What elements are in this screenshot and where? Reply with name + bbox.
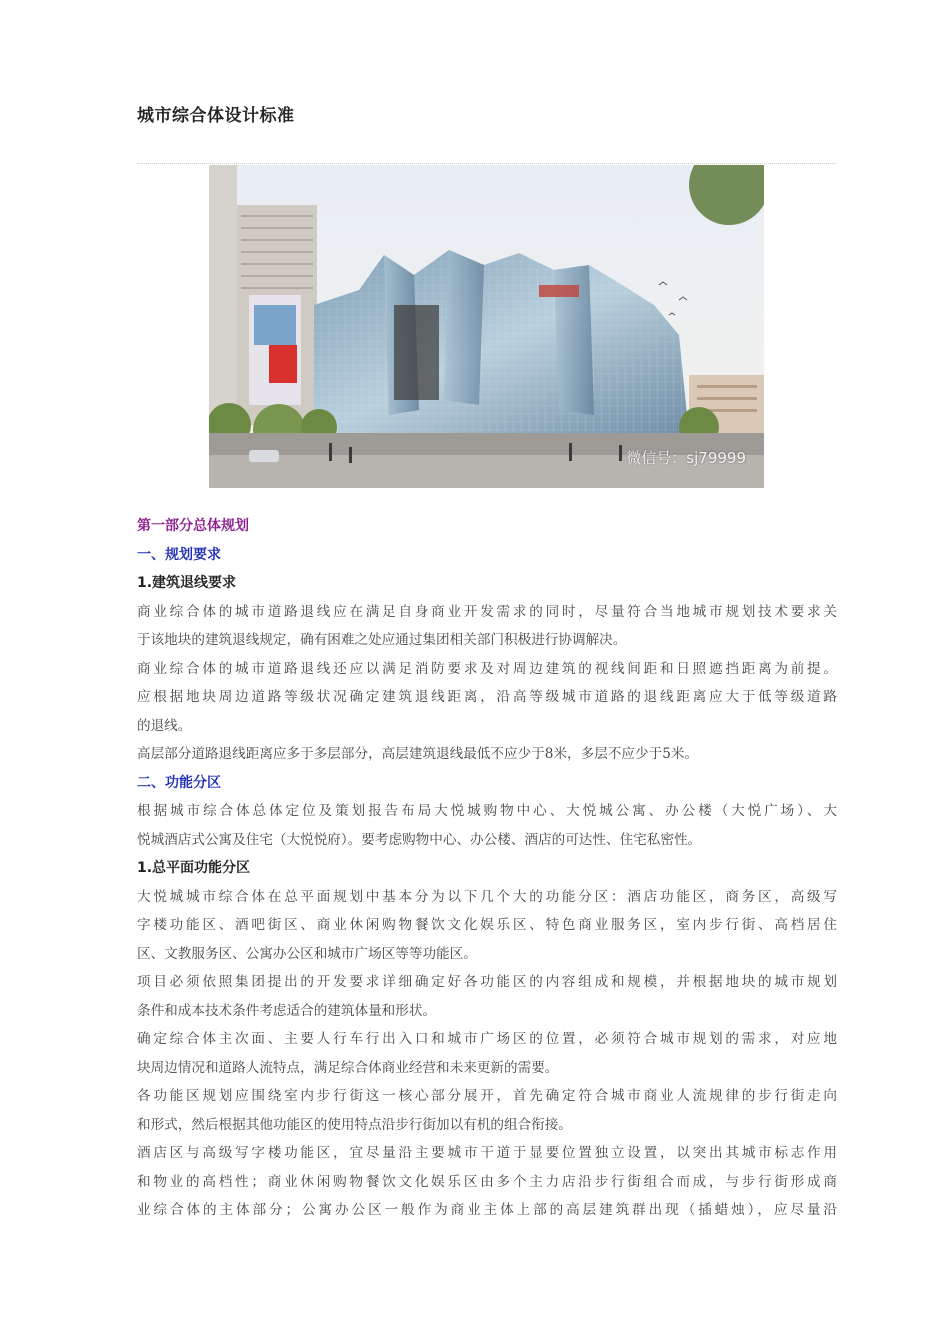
section-heading: 第一部分总体规划 xyxy=(137,518,249,534)
paragraph-line: 各功能区规划应围绕室内步行街这一核心部分展开，首先确定符合城市商业人流规律的步行街走向 xyxy=(137,1088,837,1104)
building-illustration xyxy=(209,165,764,488)
page-title: 城市综合体设计标准 xyxy=(137,106,295,126)
paragraph-line: 高层部分道路退线距离应多于多层部分，高层建筑退线最低不应少于8米，多层不应少于5米。 xyxy=(137,746,699,762)
paragraph-line: 字楼功能区、酒吧街区、商业休闲购物餐饮文化娱乐区、特色商业服务区，室内步行街、高档居住 xyxy=(137,917,837,933)
paragraph-line: 根据城市综合体总体定位及策划报告布局大悦城购物中心、大悦城公寓、办公楼（大悦广场）、大 xyxy=(137,803,837,819)
image-watermark: 微信号：sj79999 xyxy=(626,449,746,467)
paragraph-line: 业综合体的主体部分；公寓办公区一般作为商业主体上部的高层建筑群出现（插蜡烛），应尽量沿 xyxy=(137,1202,837,1218)
section-heading: 1.总平面功能分区 xyxy=(137,860,251,876)
section-heading: 1.建筑退线要求 xyxy=(137,575,237,591)
paragraph-line: 的退线。 xyxy=(137,717,192,734)
paragraph-line: 于该地块的建筑退线规定，确有困难之处应通过集团相关部门积极进行协调解决。 xyxy=(137,632,627,648)
paragraph-line: 悦城酒店式公寓及住宅（大悦悦府）。要考虑购物中心、办公楼、酒店的可达性、住宅私密性。 xyxy=(137,831,702,848)
paragraph-line: 酒店区与高级写字楼功能区，宜尽量沿主要城市干道于显要位置独立设置，以突出其城市标志作用 xyxy=(137,1145,837,1161)
section-heading: 一、规划要求 xyxy=(137,546,221,563)
document-body xyxy=(137,512,837,1225)
paragraph-line: 商业综合体的城市道路退线还应以满足消防要求及对周边建筑的视线间距和日照遮挡距离为前提。 xyxy=(137,660,837,677)
paragraph-line: 项目必须依照集团提出的开发要求详细确定好各功能区的内容组成和规模，并根据地块的城市规划 xyxy=(137,974,837,990)
paragraph-line: 商业综合体的城市道路退线应在满足自身商业开发需求的同时，尽量符合当地城市规划技术要求关 xyxy=(137,603,837,620)
building-rendering-image xyxy=(209,165,764,488)
paragraph-line: 区、文教服务区、公寓办公区和城市广场区等等功能区。 xyxy=(137,945,477,962)
paragraph-line: 和物业的高档性；商业休闲购物餐饮文化娱乐区由多个主力店沿步行街组合而成，与步行街形成商 xyxy=(137,1173,837,1190)
paragraph-line: 条件和成本技术条件考虑适合的建筑体量和形状。 xyxy=(137,1002,437,1019)
paragraph-line: 和形式，然后根据其他功能区的使用特点沿步行街加以有机的组合衔接。 xyxy=(137,1116,572,1133)
paragraph-line: 块周边情况和道路人流特点，满足综合体商业经营和未来更新的需要。 xyxy=(137,1059,559,1076)
paragraph-line: 大悦城城市综合体在总平面规划中基本分为以下几个大的功能分区：酒店功能区，商务区，高级写 xyxy=(137,888,837,905)
title-divider xyxy=(137,163,837,164)
paragraph-line: 应根据地块周边道路等级状况确定建筑退线距离，沿高等级城市道路的退线距离应大于低等级道路 xyxy=(137,689,837,705)
section-heading: 二、功能分区 xyxy=(137,774,221,791)
paragraph-line: 确定综合体主次面、主要人行车行出入口和城市广场区的位置，必须符合城市规划的需求，对应地 xyxy=(137,1031,837,1047)
